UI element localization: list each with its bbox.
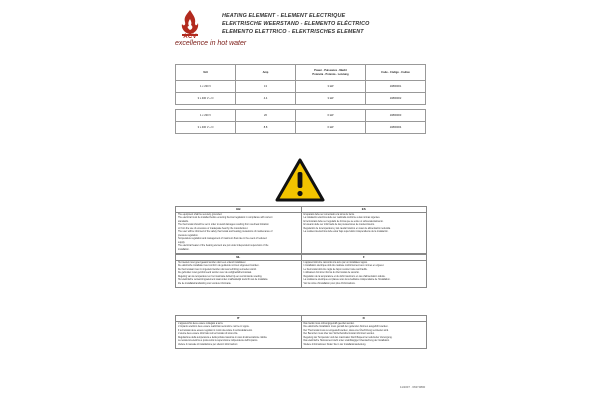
notice-text-right [301,261,427,287]
notice-line: The electrical heater of the heating element are put under independent supervision of the [178,245,269,248]
lang-label: D [301,316,427,321]
notice-line: Het elektrische verwarmingselement staat onder onafhankelijk toezicht van de installatie. [178,279,269,282]
logo-text: ACV [183,34,197,40]
notice-line: Voir la notice d'installation pour plus d'informations. [303,282,356,285]
lang-label: F [301,255,427,260]
cell-power: 6 kW [296,110,366,122]
notice-line: Die elektrische Installation muss gemäß den geltenden Normen ausgeführt werden. [303,326,389,329]
notice-line: Das Gerät muss ordnungsgemäß geerdet werden. [303,323,355,325]
footer-reference: 11/2007 · 663Y0800 [400,385,426,389]
notice-line: The thermostat should be set in order to avoid damages resulting from overheat limitation [178,224,269,227]
table-header-row [176,65,426,81]
notice-line: or from the use of excessive or inadequate heat by the manufacturer. [178,227,249,230]
notice-line: Le thermostat doit être réglé de façon à éviter toute surchauffe. [303,268,368,271]
col-header-code: Code - Código - Codice [366,65,426,81]
notice-text-right [301,213,427,253]
cell-code: 10800002 [366,93,426,105]
document-titles [222,12,369,37]
notice-line: L'impianto elettrico deve essere realizzato secondo le norme in vigore. [178,326,250,329]
notice-line: L'apparecchio deve essere collegato a terra. [178,323,224,325]
lang-label: ES [301,207,427,212]
notice-line: De elektrische installatie moet conform de geldende normen uitgevoerd worden. [178,265,260,268]
notice-line: El aparato debe ser conectado a la toma de tierra. [303,214,355,216]
title-line: ELEMENTO ELETTRICO - ELEKTRISCHES ELEMENT [222,29,364,36]
lang-label: NL [236,255,241,259]
notice-line: L'utente deve essere informato sul termostato di sicurezza. [178,333,238,336]
notice-line: La instalación eléctrica debe ser realizada conforme a las normas vigentes. [303,217,381,220]
notice-line: Het toestel moet goed geaard worden door een erkend installateur. [178,262,247,264]
title-line: ELEKTRISCHE WEERSTAND - ELEMENTO ELÉCTRICO [222,21,370,28]
notice-line: Vedere il manuale di installazione per ulteriori informazioni. [178,343,238,346]
cell-code: 10800004 [366,122,426,134]
cell-amp: 26 [236,110,296,122]
table-row [176,81,426,93]
notice-text-left [176,213,301,253]
notice-line: pressure regulation. [178,234,199,237]
cell-power: 6 kW [296,122,366,134]
cell-volt: 1 x 230 V [176,81,236,93]
notice-line: L'installation électrique doit être réalisée conformément aux normes en vigueur. [303,265,385,268]
notice-line: installation. [178,248,190,251]
cell-amp: 13 [236,81,296,93]
brand-tagline: excellence in hot water [175,40,247,47]
power-header-line: Potencia - Potenza - Leistung [312,72,349,76]
cell-volt: 1 x 230 V [176,110,236,122]
power-header-line: Power - Puissance - Macht [314,69,347,73]
notice-line: L'appareil doit être raccordé à la terre par un installateur agréé. [303,262,368,264]
cell-amp: 8.8 [236,122,296,134]
notice-line: The electrical must be installed before ensuring thermal regulation in compliance with current [178,217,273,220]
notice-line: El termostato debe ser regulado de forma que se evite un sobrecalentamiento. [303,220,384,223]
spec-table [175,64,426,134]
title-line: HEATING ELEMENT - ELEMENT ELECTRIQUE [222,13,346,19]
notice-line: De gebruiker moet geïnformeerd worden over de veiligheidsthermostaat. [178,272,252,275]
notice-line: standards. [178,220,189,223]
cell-code: 10800001 [366,81,426,93]
cell-code: 10800003 [366,110,426,122]
notice-line: Der Thermostat muss so eingestellt werden, dass eine Überhitzung vermieden wird. [303,329,389,332]
col-header-volt: Volt [176,65,236,81]
notice-line: Zie de installatiehandleiding voor verdere informatie. [178,282,232,285]
col-header-amp: Amp [236,65,296,81]
notice-line: Der Benutzer muss über den Sicherheitsthermostat informiert werden. [303,333,375,336]
notice-line: La resistencia eléctrica debe estar bajo supervisión independiente de la instalación. [303,231,389,234]
notice-line: L'utilisateur doit être informé du thermostat de sécurité. [303,272,360,275]
table-row [176,110,426,122]
col-header-power [296,65,366,81]
notice-line: Régulation de la température et du débit maximum en cas d'alimentation réduite. [303,275,386,278]
cell-volt: 3 x 400 V + N [176,93,236,105]
notice-line: Regulación de la temperatura y del caudal máximo en caso de alimentación reducida. [303,227,391,230]
cell-amp: 4.4 [236,93,296,105]
notice-line: The equipment shall be securely grounded. [178,214,223,216]
notice-line: Regeling van de temperatuur en het maximale debiet bij een verminderde voeding. [178,275,263,278]
notice-line: The user will be informed of the safety thermostat and heating precautions of maintenance of [178,231,273,234]
cell-power: 3 kW [296,81,366,93]
notice-text-left [176,261,301,287]
lang-label: IT [236,316,240,320]
lang-label: GB [236,207,241,211]
notice-line: Temperature regulation and management of maximum flow rate in the event of reduced [178,238,267,241]
notice-line: Das elektrische Heizelement steht unter unabhängiger Überwachung der Installation. [303,340,390,343]
notice-block-gb-es [175,206,427,254]
notice-line: Weitere Informationen finden Sie in der Installationsanleitung. [303,343,367,346]
warning-triangle-icon [275,158,325,202]
notice-line: El usuario debe ser informado de las precauciones de mantenimiento. [303,224,375,227]
notice-line: Regolazione della temperatura e della portata massima in caso di alimentazione ridotta. [178,336,268,339]
table-row [176,93,426,105]
cell-power: 3 kW [296,93,366,105]
table-row [176,122,426,134]
notice-block-nl-f [175,254,427,288]
notice-block-it-d [175,315,427,349]
notice-line: supply. [178,241,186,244]
notice-line: La resistenza elettrica è posta sotto la supervisione indipendente dell'impianto. [178,340,258,343]
cell-volt: 3 x 400 V + N [176,122,236,134]
notice-text-left [176,322,301,348]
notice-line: Regelung der Temperatur und des maximalen Durchflusses bei reduzierter Versorgung. [303,336,393,339]
notice-text-right [301,322,427,348]
notice-line: Il termostato deve essere regolato in modo da evitare il surriscaldamento. [178,329,253,332]
notice-line: La résistance électrique est placée sous la surveillance indépendante de l'installation. [303,279,391,282]
notice-line: De thermostaat moet zo ingesteld worden dat oververhitting vermeden wordt. [178,268,257,271]
